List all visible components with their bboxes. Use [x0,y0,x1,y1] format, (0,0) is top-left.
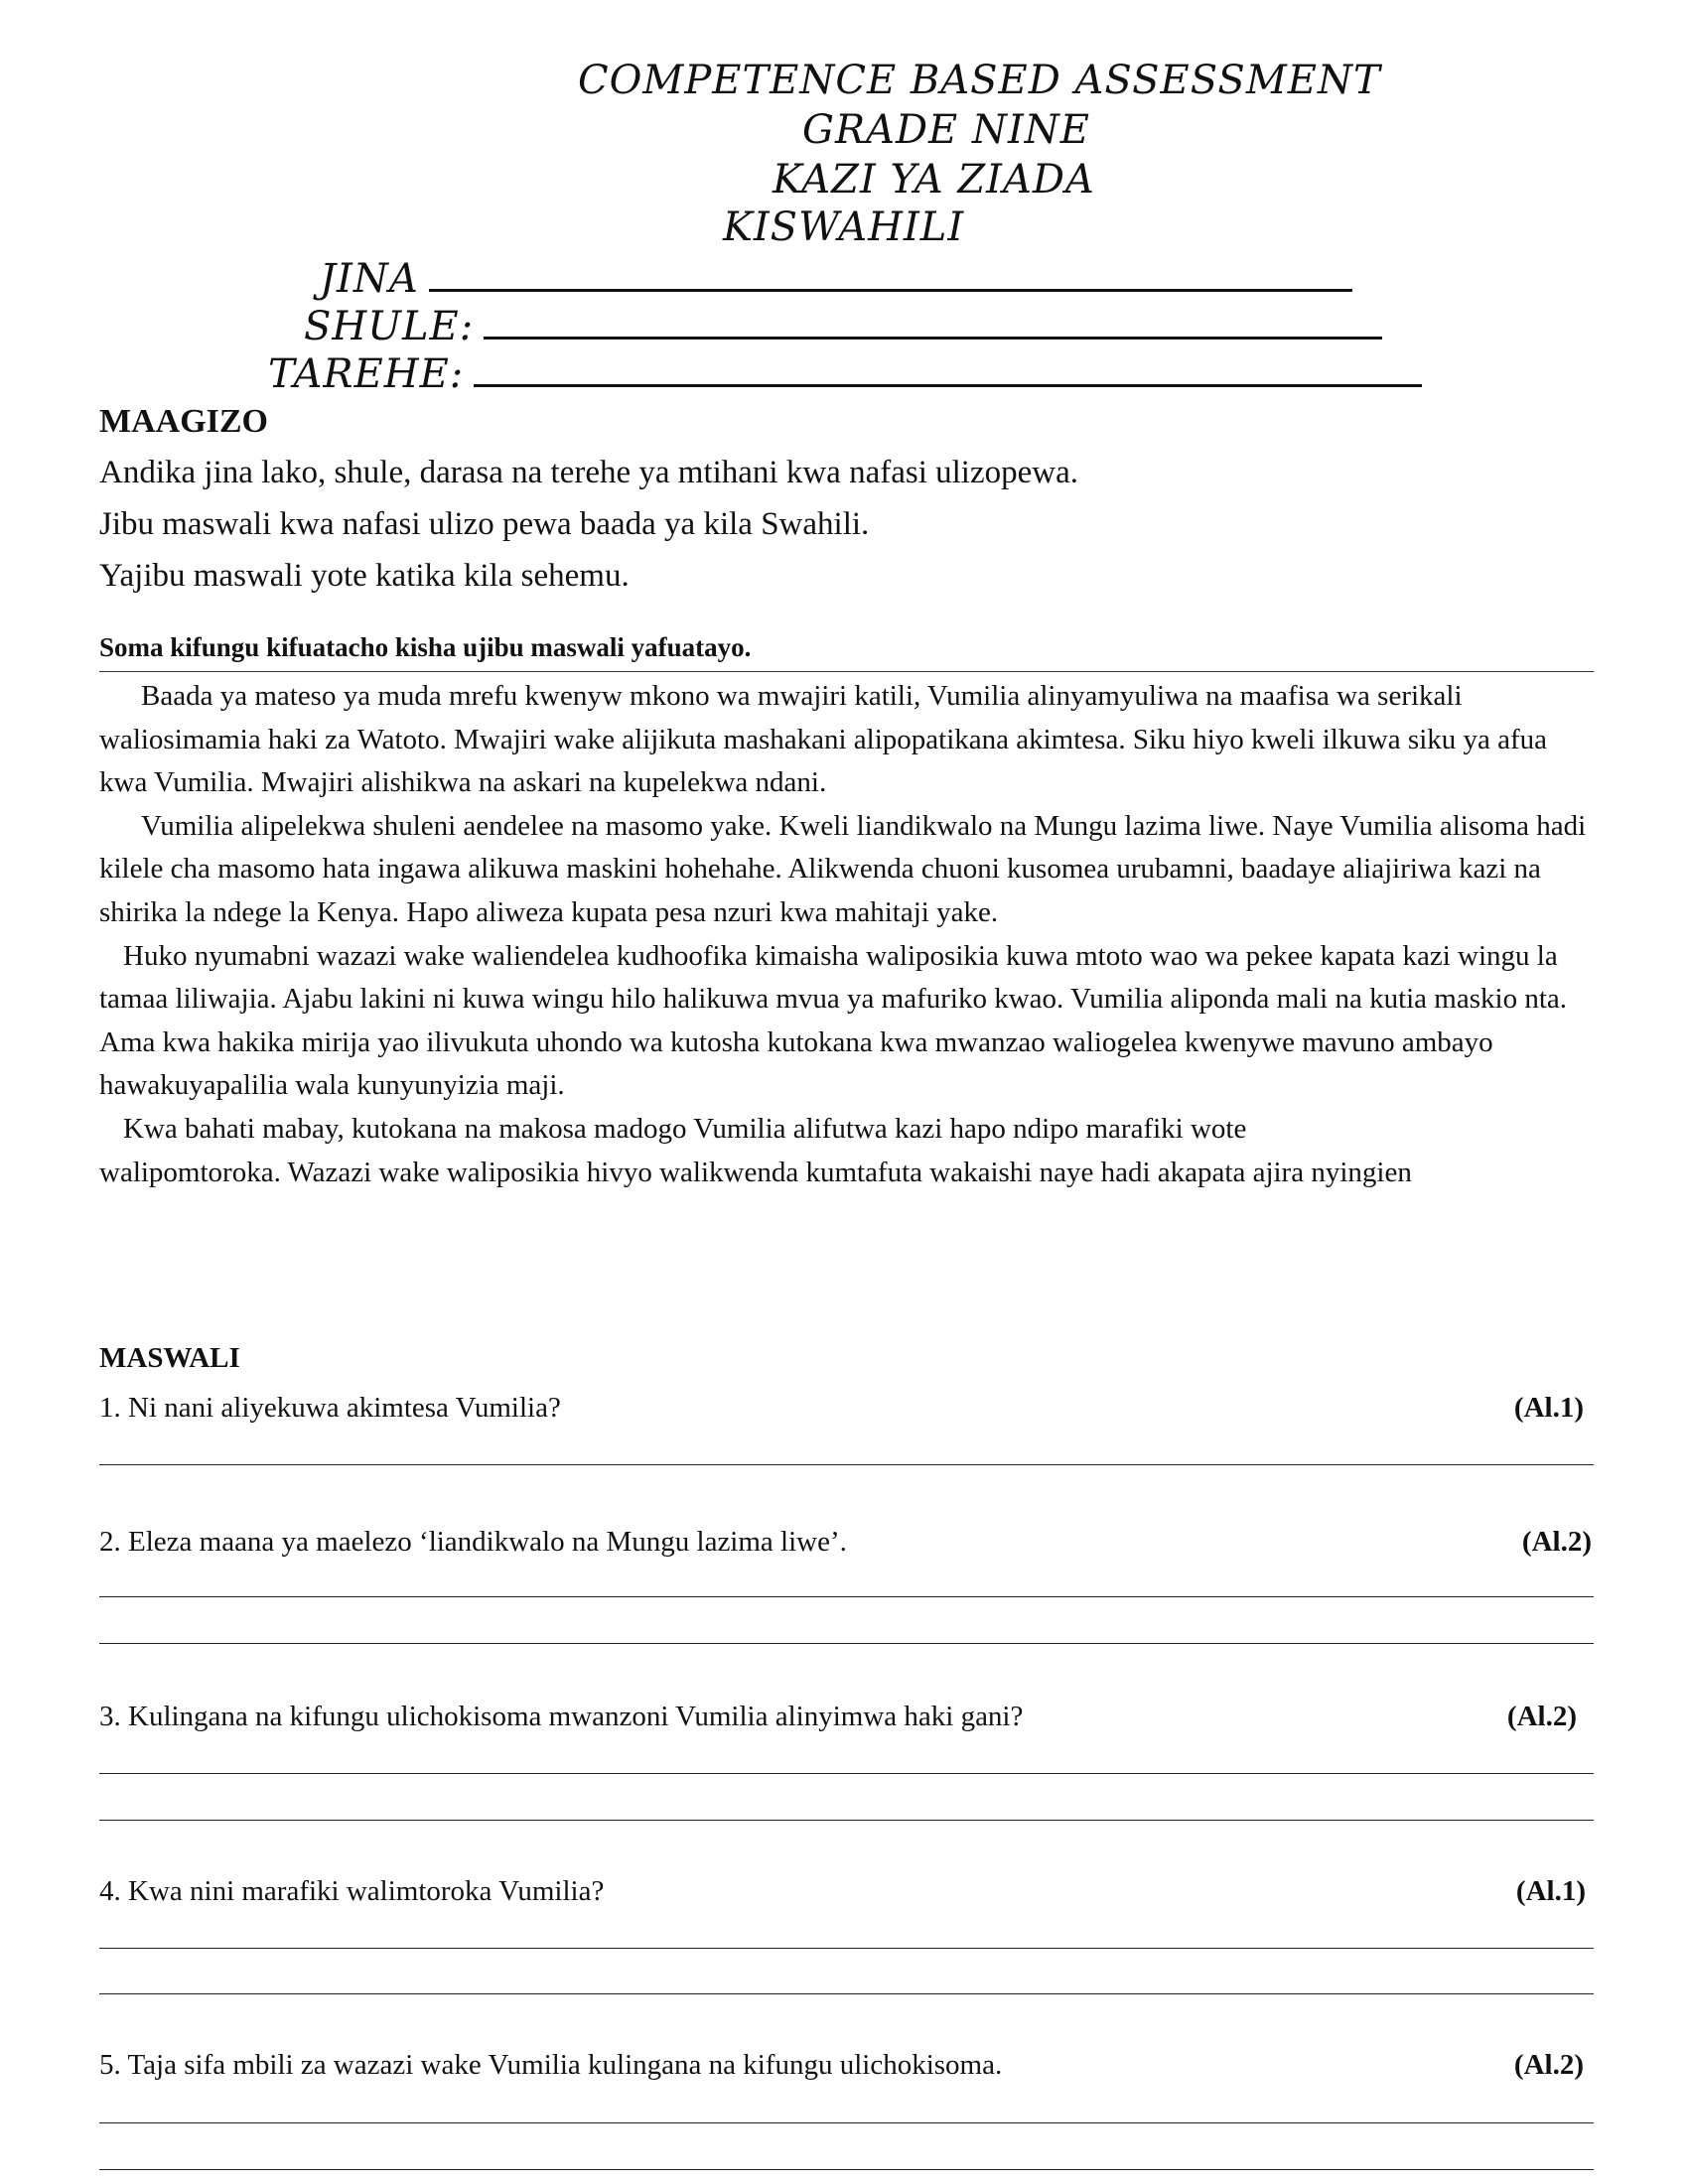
answer-line[interactable] [99,1820,1594,1821]
question-text: 3. Kulingana na kifungu ulichokisoma mwanzoni Vumilia alinyimwa haki gani? [99,1701,1024,1732]
date-line[interactable] [474,380,1422,387]
question-text: 4. Kwa nini marafiki walimtoroka Vumilia? [99,1875,605,1907]
passage-lead: Soma kifungu kifuatacho kisha ujibu maswali yafuatayo. [99,632,752,662]
passage-paragraph-1: Baada ya mateso ya muda mrefu kwenyw mkono wa mwajiri katili, Vumilia alinyamyuliwa na maafisa wa serikali waliosimamia haki za Watoto. Mwajiri wake alijikuta mashakani alipopatikana akimtesa. Siku hiyo kweli ilkuwa siku ya afua kwa Vumilia. Mwajiri alishikwa na askari na kupelekwa ndani. [99,680,1548,799]
question-text: 2. Eleza maana ya maelezo ‘liandikwalo na Mungu lazima liwe’. [99,1526,847,1558]
question-marks: (Al.1) [1513,1392,1584,1424]
questions-heading: MASWALI [99,1342,240,1374]
question-text: 5. Taja sifa mbili za wazazi wake Vumilia kulingana na kifungu ulichokisoma. [99,2049,1003,2081]
date-label: TAREHE: [268,351,465,397]
divider [99,671,1594,672]
instruction-line-3: Yajibu maswali yote katika kila sehemu. [99,558,630,594]
instruction-line-1: Andika jina lako, shule, darasa na terehe ya mtihani kwa nafasi ulizopewa. [99,455,1078,490]
passage-paragraph-4: Kwa bahati mabay, kutokana na makosa madogo Vumilia alifutwa kazi hapo ndipo marafiki wote walipomtoroka. Wazazi wake waliposikia hivyo walikwenda kumtafuta wakaishi naye hadi akapata ajira nyingien [99,1112,1412,1188]
question-marks: (Al.2) [1513,2049,1584,2081]
work-title: KAZI YA ZIADA [773,157,1095,203]
subject-title: KISWAHILI [723,205,965,250]
answer-line[interactable] [99,2122,1594,2123]
school-line[interactable] [484,333,1382,340]
passage-paragraph-2: Vumilia alipelekwa shuleni aendelee na masomo yake. Kweli liandikwalo na Mungu lazima liwe. Naye Vumilia alisoma hadi kilele cha masomo hata ingawa alikuwa maskini hohehahe. Alikwenda chuoni kusomea urubamni, baadaye aliajiriwa kazi na shirika la ndege la Kenya. Hapo aliweza kupata pesa nzuri kwa mahitaji yake. [99,809,1587,928]
assessment-title: COMPETENCE BASED ASSESSMENT [578,58,1381,103]
question-marks: (Al.1) [1515,1875,1586,1907]
school-field[interactable] [304,304,1382,349]
answer-line[interactable] [99,1773,1594,1774]
answer-line[interactable] [99,1464,1594,1465]
name-label: JINA [320,256,419,302]
answer-line[interactable] [99,1596,1594,1597]
instruction-line-2: Jibu maswali kwa nafasi ulizo pewa baada ya kila Swahili. [99,506,870,542]
name-field[interactable] [320,256,1352,302]
answer-line[interactable] [99,1993,1594,1994]
answer-line[interactable] [99,1643,1594,1644]
passage-paragraph-3: Huko nyumabni wazazi wake waliendelea kudhoofika kimaisha waliposikia kuwa mtoto wao wa pekee kapata kazi wingu la tamaa liliwajia. Ajabu lakini ni kuwa wingu hilo halikuwa mvua ya mafuriko kwao. Vumilia aliponda mali na kutia maskio nta. Ama kwa hakika mirija yao ilivukuta uhondo wa kutosha kutokana kwa mwanzao waliogelea kwenywe mavuno ambayo hawakuyapalilia wala kunyunyizia maji. [99,939,1568,1102]
grade-title: GRADE NINE [802,107,1090,153]
answer-line[interactable] [99,1948,1594,1949]
question-text: 1. Ni nani aliyekuwa akimtesa Vumilia? [99,1392,561,1424]
passage [99,675,1599,1194]
instructions-heading: MAAGIZO [99,403,268,440]
question-marks: (Al.2) [1521,1526,1592,1558]
answer-line[interactable] [99,2169,1594,2170]
school-label: SHULE: [304,304,475,349]
question-marks: (Al.2) [1506,1701,1577,1732]
name-line[interactable] [429,285,1352,292]
date-field[interactable] [268,351,1422,397]
